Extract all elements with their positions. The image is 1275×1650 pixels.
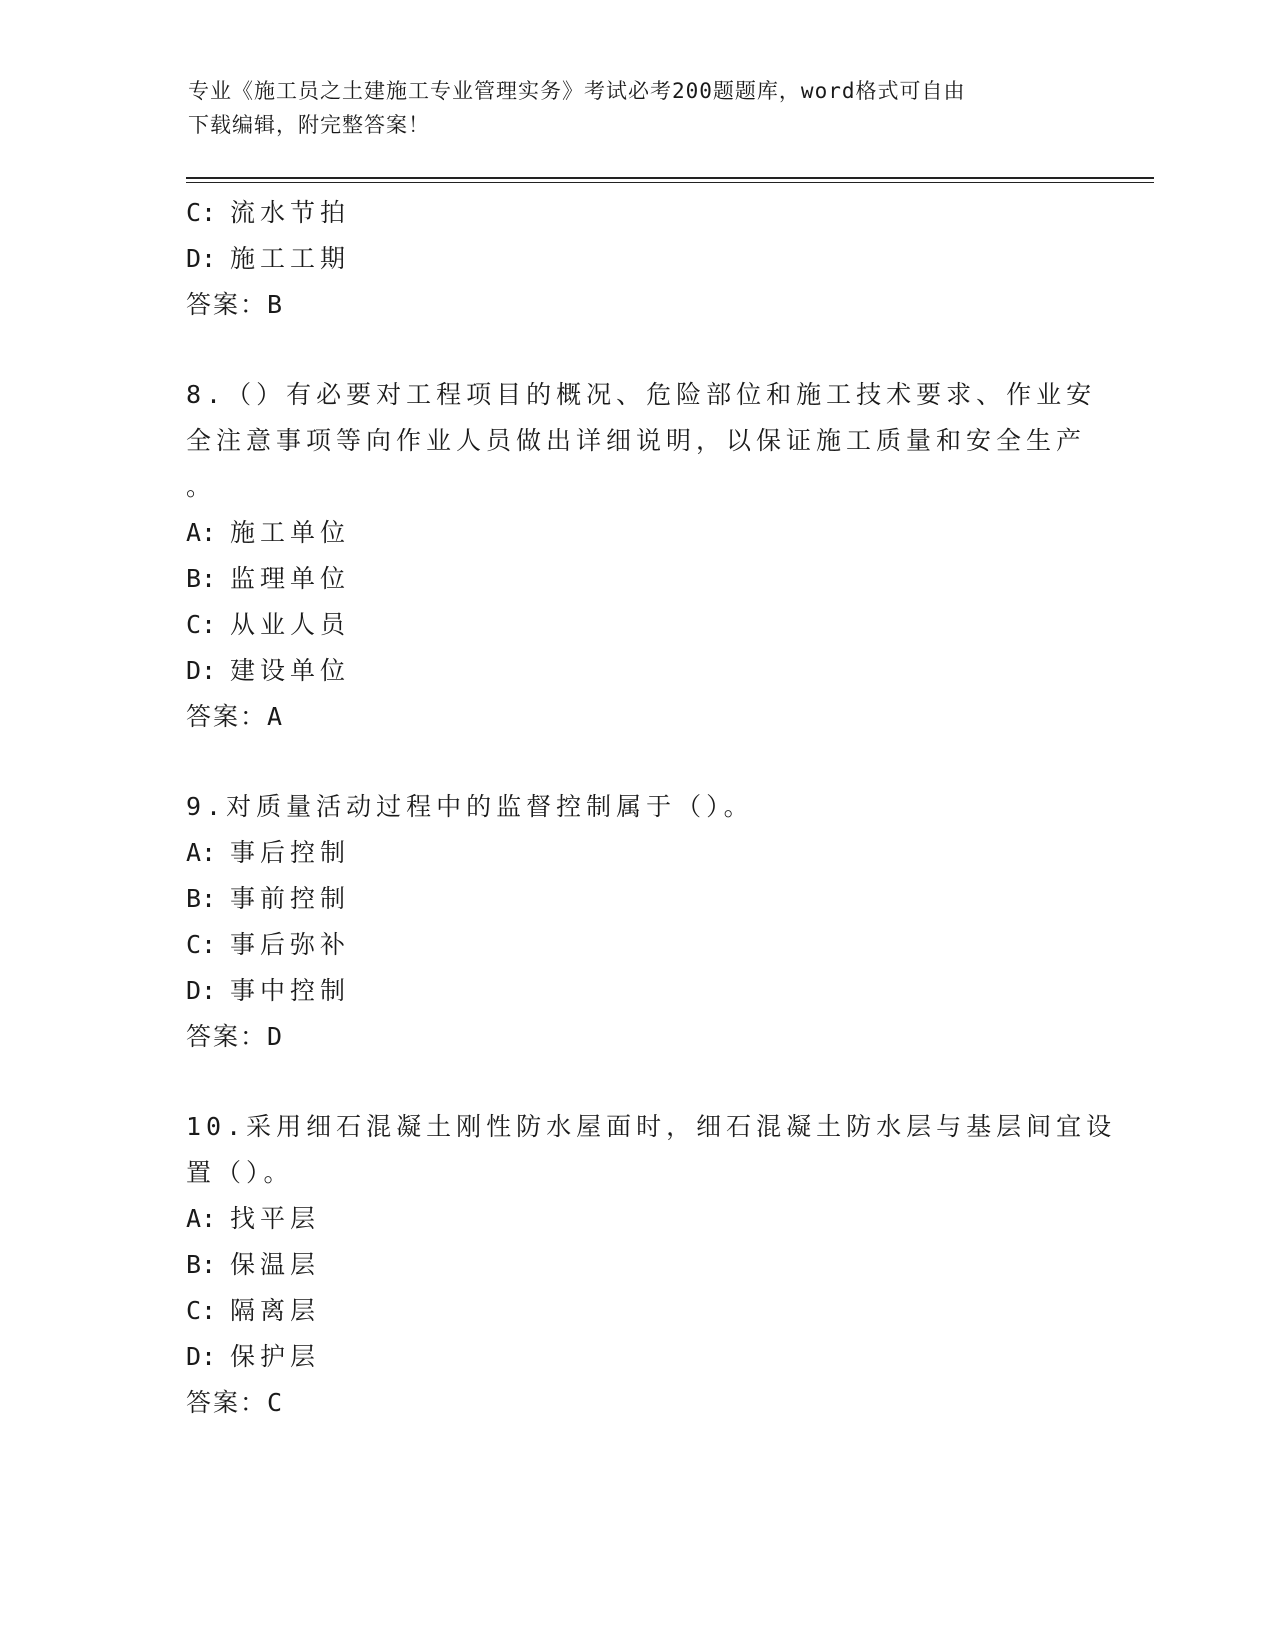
answer: 答案：D — [186, 1022, 285, 1051]
option-c: C: 隔离层 — [186, 1296, 321, 1325]
question-text-line: 。 — [186, 472, 217, 501]
option-a: A: 施工单位 — [186, 518, 351, 547]
question-8 — [186, 372, 1097, 740]
header-rule-thin — [186, 182, 1154, 183]
option-b: B: 事前控制 — [186, 884, 351, 913]
question-text-line: 8.（）有必要对工程项目的概况、危险部位和施工技术要求、作业安 — [186, 380, 1097, 409]
answer: 答案：C — [186, 1388, 285, 1417]
option-b: B: 保温层 — [186, 1250, 321, 1279]
question-text-line: 10.采用细石混凝土刚性防水屋面时，细石混凝土防水层与基层间宜设 — [186, 1112, 1117, 1141]
question-text-line: 置（）。 — [186, 1158, 294, 1187]
option-d: D: 事中控制 — [186, 976, 351, 1005]
answer: 答案：B — [186, 290, 285, 319]
question-text-line: 9.对质量活动过程中的监督控制属于（）。 — [186, 792, 754, 821]
header-line-2: 下载编辑，附完整答案！ — [188, 113, 430, 137]
question-text-line: 全注意事项等向作业人员做出详细说明，以保证施工质量和安全生产 — [186, 426, 1087, 455]
option-c: C: 事后弥补 — [186, 930, 351, 959]
document-header — [188, 74, 1088, 142]
header-rule-thick — [186, 177, 1154, 179]
option-d: D: 建设单位 — [186, 656, 351, 685]
option-d: D: 保护层 — [186, 1342, 321, 1371]
question-list — [186, 190, 1117, 1426]
question-10 — [186, 1104, 1117, 1426]
option-d: D: 施工工期 — [186, 244, 351, 273]
option-a: A: 事后控制 — [186, 838, 351, 867]
option-c: C: 流水节拍 — [186, 198, 351, 227]
answer: 答案：A — [186, 702, 285, 731]
option-a: A: 找平层 — [186, 1204, 321, 1233]
option-c: C: 从业人员 — [186, 610, 351, 639]
question-7-tail — [186, 190, 1086, 328]
question-9 — [186, 784, 1086, 1060]
header-line-1: 专业《施工员之土建施工专业管理实务》考试必考200题题库，word格式可自由 — [188, 79, 966, 103]
option-b: B: 监理单位 — [186, 564, 351, 593]
